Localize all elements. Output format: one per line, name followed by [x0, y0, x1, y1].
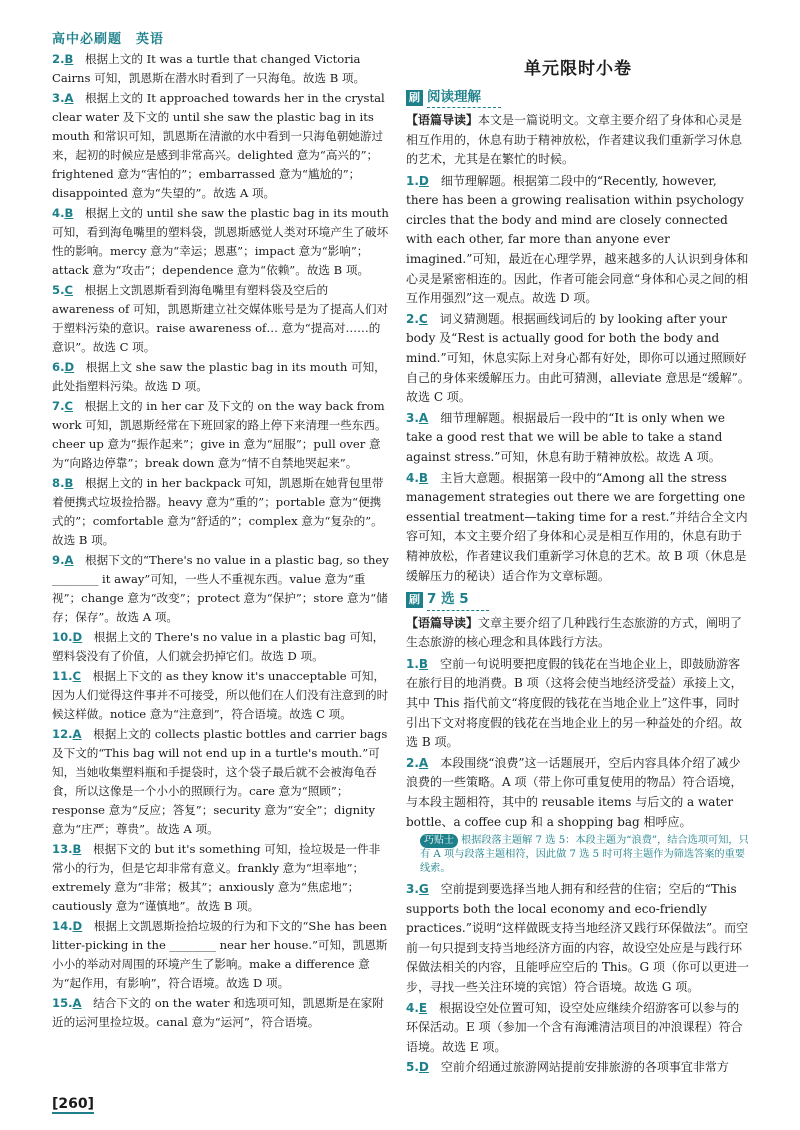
item-number: 1. [406, 656, 419, 671]
item-explanation: 细节理解题。根据最后一段中的“It is only when we take a good rest that we will be able to take a stand against stress.”可知，休息有助于精神放松。故选 A 项。 [406, 410, 725, 464]
answer-item [406, 172, 750, 309]
item-number: 2. [406, 311, 419, 326]
item-explanation: 空前一句说明要把度假的钱花在当地企业上，即鼓励游客在旅行目的地消费。B 项（这将会使当地经济受益）承接上文，其中 This 指代前文“将度假的钱花在当地企业上”这件事，同时引出下文对将度假的钱花在当地企业上的另一种益处的介绍。故选 B 项。 [406, 656, 743, 750]
item-number: 6. [52, 360, 65, 374]
guide-label: 【语篇导读】 [406, 615, 479, 630]
answer-list-reading [406, 172, 750, 586]
answer-item [52, 667, 390, 724]
answer-list-left [52, 50, 390, 1032]
item-number: 14. [52, 919, 73, 933]
answer-item [52, 725, 390, 839]
item-number: 4. [406, 1000, 419, 1015]
item-number: 2. [52, 52, 65, 66]
item-answer: D [418, 173, 429, 188]
item-number: 2. [406, 755, 419, 770]
item-explanation: 空前介绍通过旅游网站提前安排旅游的各项事宜非常方 [440, 1060, 729, 1075]
answer-item [52, 281, 390, 357]
answer-item [406, 754, 750, 832]
answer-item [52, 551, 390, 627]
answer-item [52, 89, 390, 203]
answer-item [52, 397, 390, 473]
answer-item [406, 310, 750, 408]
answer-item [406, 1058, 750, 1078]
item-answer: C [64, 399, 73, 413]
item-answer: A [64, 553, 74, 567]
item-answer: A [418, 755, 429, 770]
item-answer: A [72, 996, 82, 1010]
item-answer: C [418, 311, 428, 326]
answer-item [52, 204, 390, 280]
item-number: 5. [406, 1060, 419, 1075]
item-number: 3. [406, 410, 419, 425]
item-answer: D [72, 919, 83, 933]
answer-item [406, 999, 750, 1058]
item-explanation: 根据下文的“There's no value in a plastic bag, so they ________ it away”可知，一些人不重视东西。value 意为“重视”；change 意为“改变”；protect 意为“保护”；store 意为“储存；保存”。故选 A 项。 [52, 553, 389, 624]
answer-item [52, 358, 390, 396]
item-explanation: 词义猜测题。根据画线词后的 by looking after your body 及“Rest is actually good for both the body and mind.”可知，休息实际上对身心都有好处，即你可以通过照顾好自己的身体来缓解压力。由此可猜测，alleviate 意思是“缓解”。故选 C 项。 [406, 311, 750, 405]
item-answer: D [72, 630, 83, 644]
page-header: 高中必刷题 英语 [52, 32, 165, 47]
answer-item [52, 994, 390, 1032]
answer-item [52, 474, 390, 550]
item-number: 5. [52, 283, 65, 297]
item-answer: G [418, 882, 429, 897]
item-explanation: 根据上文的 It was a turtle that changed Victoria Cairns 可知，凯恩斯在潜水时看到了一只海龟。故选 B 项。 [52, 52, 366, 85]
item-answer: B [418, 470, 429, 485]
answer-item [406, 469, 750, 587]
item-number: 9. [52, 553, 65, 567]
item-explanation: 根据上文的 in her car 及下文的 on the way back from work 可知，凯恩斯经常在下班回家的路上停下来清理一些东西。cheer up 意为“振作起来”；give in 意为“屈服”；pull over 意为“向路边停靠”；break down 意为“情不自禁地哭起来”。 [52, 399, 387, 470]
answer-item [406, 655, 750, 753]
item-number: 11. [52, 669, 73, 683]
item-number: 12. [52, 727, 73, 741]
item-explanation: 根据上文的 collects plastic bottles and carrier bags 及下文的“This bag will not end up in a turtle's mouth.”可知，当她收集塑料瓶和手提袋时，这个袋子最后就不会被海龟吞食，所以这像是一个小小的照顾行为。care 意为“照顾”；response 意为“反应；答复”；security 意为“安全”；dignity 意为“庄严；尊贵”。故选 A 项。 [52, 727, 388, 836]
item-explanation: 空前提到要选择当地人拥有和经营的住宿；空后的“This supports both the local economy and eco-friendly practices.”说明“这样做既支持当地经济又践行环保做法”。而空前一句只提到支持当地经济方面的内容，故设空处应是与践行环保做法相关的内容，且能呼应空后的 This。G 项（你可以更进一步，寻找一些关注环境的宾馆）符合语境。故选 G 项。 [406, 882, 749, 995]
item-number: 8. [52, 476, 65, 490]
item-answer: A [64, 91, 74, 105]
item-number: 4. [52, 206, 65, 220]
item-number: 3. [52, 91, 65, 105]
passage-guide-2 [406, 614, 750, 653]
seven-five-section-header [406, 590, 750, 611]
answer-item [52, 840, 390, 916]
item-number: 1. [406, 173, 419, 188]
item-answer: B [64, 206, 74, 220]
item-answer: B [72, 842, 82, 856]
answer-item [406, 880, 750, 998]
guide-text: 文章主要介绍了几种践行生态旅游的方式，阐明了生态旅游的核心理念和具体践行方法。 [406, 615, 743, 650]
item-explanation: 根据设空处位置可知，设空处应继续介绍游客可以参与的环保活动。E 项（参加一个含有海滩清洁项目的冲浪课程）符合语境。故选 E 项。 [406, 1000, 743, 1054]
item-number: 15. [52, 996, 73, 1010]
item-explanation: 根据下文的 but it's something 可知，捡垃圾是一件非常小的行为，但是它却非常有意义。frankly 意为“坦率地”；extremely 意为“非常；极其”；anxiously 意为“焦虑地”；cautiously 意为“谨慎地”。故选 B 项。 [52, 842, 381, 913]
answer-item [52, 917, 390, 993]
tip-box [420, 834, 750, 876]
item-answer: B [64, 52, 74, 66]
item-explanation: 细节理解题。根据第二段中的“Recently, however, there has been a growing realisation within psychology circles that the body and mind are closely connected with each other, far more than anyone ever imagined.”可知，最近在心理学界，越来越多的人认识到身体和心灵是紧密相连的。因此，作者可能会同意“身体和心灵之间的相互作用强烈”这一观点。故选 D 项。 [406, 173, 749, 306]
guide-label: 【语篇导读】 [406, 113, 479, 128]
item-explanation: 根据上文凯恩斯捡拾垃圾的行为和下文的“She has been litter-picking in the ________ near her house.”可知，凯恩斯小小的举动对周围的环境产生了影响。make a difference 意为“起作用，有影响”，符合语境。故选 D 项。 [52, 919, 388, 990]
answer-item [406, 409, 750, 468]
item-explanation: 根据上文的 in her backpack 可知，凯恩斯在她背包里带着便携式垃圾捡拾器。heavy 意为“重的”；portable 意为“便携式的”；comfortable 意为“舒适的”；complex 意为“复杂的”。故选 B 项。 [52, 476, 384, 547]
item-number: 4. [406, 470, 419, 485]
tip-label: 巧贴士 [420, 834, 458, 848]
item-explanation: 主旨大意题。根据第一段中的“Among all the stress management strategies out there we are forgetting one essential treatment—taking time for a rest.”并结合全文内容可知，本文主要介绍了身体和心灵是相互作用的，休息有助于精神放松，作者建议我们重新学习休息的艺术。故 B 项（休息是缓解压力的秘诀）适合作为文章标题。 [406, 470, 748, 583]
item-answer: C [64, 283, 73, 297]
item-answer: A [72, 727, 82, 741]
passage-guide-1 [406, 111, 750, 170]
seven-five-section-label: 7 选 5 [427, 590, 489, 611]
answer-item [52, 50, 390, 88]
brush-icon: 刷 [406, 592, 423, 608]
item-explanation: 结合下文的 on the water 和选项可知，凯恩斯是在家附近的运河里捡垃圾。canal 意为“运河”，符合语境。 [52, 996, 384, 1029]
page-number: [260] [52, 1096, 95, 1112]
item-answer: B [418, 656, 429, 671]
item-answer: E [418, 1000, 428, 1015]
item-number: 7. [52, 399, 65, 413]
item-explanation: 根据上下文的 as they know it's unacceptable 可知，因为人们觉得这件事并不可接受，所以他们在人们没有注意到的时候这样做。notice 意为“注意到”，符合语境。故选 C 项。 [52, 669, 389, 721]
left-column [52, 50, 390, 1033]
item-answer: A [418, 410, 429, 425]
answer-list-seven-five [406, 655, 750, 832]
reading-section-header [406, 88, 750, 109]
item-answer: B [64, 476, 74, 490]
right-column [406, 50, 750, 1079]
item-answer: D [418, 1060, 429, 1075]
item-explanation: 本段围绕“浪费”这一话题展开，空后内容具体介绍了减少浪费的一些策略。A 项（带上你可重复使用的物品）符合语境，与本段主题相符，其中的 reusable items 与后文的 a water bottle、a coffee cup 和 a shopping bag 相呼应。 [406, 755, 743, 829]
section-title: 单元限时小卷 [524, 59, 632, 79]
item-explanation: 根据上文 she saw the plastic bag in its mouth 可知，此处指塑料污染。故选 D 项。 [52, 360, 386, 393]
item-number: 10. [52, 630, 73, 644]
item-explanation: 根据上文的 until she saw the plastic bag in its mouth 可知，看到海龟嘴里的塑料袋，凯恩斯感觉人类对环境产生了破坏性的影响。mercy 意为“幸运；恩惠”；impact 意为“影响”；attack 意为“攻击”；dependence 意为“依赖”。故选 B 项。 [52, 206, 389, 277]
item-explanation: 根据上文凯恩斯看到海龟嘴里有塑料袋及空后的 awareness of 可知，凯恩斯建立社交媒体账号是为了提高人们对于塑料污染的意识。raise awareness of… 意为“提高对……的意识”。故选 C 项。 [52, 283, 389, 354]
brush-icon: 刷 [406, 90, 423, 106]
item-explanation: 根据上文的 There's no value in a plastic bag 可知，塑料袋没有了价值，人们就会扔掉它们。故选 D 项。 [52, 630, 385, 663]
tip-text: 根据段落主题解 7 选 5：本段主题为“浪费”，结合选项可知，只有 A 项与段落主题相符，因此做 7 选 5 时可将主题作为筛选答案的重要线索。 [420, 835, 749, 875]
item-explanation: 根据上文的 It approached towards her in the crystal clear water 及下文的 until she saw the plastic bag in its mouth 和常识可知，凯恩斯在清澈的水中看到一只海龟朝她游过来，起初的时候应是感到非常高兴。delighted 意为“高兴的”；frightened 意为“害怕的”；embarrassed 意为“尴尬的”；disappointed 意为“失望的”。故选 A 项。 [52, 91, 385, 200]
item-answer: C [72, 669, 82, 683]
reading-section-label: 阅读理解 [427, 88, 501, 109]
item-number: 13. [52, 842, 73, 856]
item-number: 3. [406, 882, 419, 897]
answer-item [52, 628, 390, 666]
guide-text: 本文是一篇说明文。文章主要介绍了身体和心灵是相互作用的，休息有助于精神放松，作者建议我们重新学习休息的艺术，尤其是在繁忙的时候。 [406, 113, 743, 167]
answer-list-seven-five-cont [406, 880, 750, 1078]
item-answer: D [64, 360, 75, 374]
